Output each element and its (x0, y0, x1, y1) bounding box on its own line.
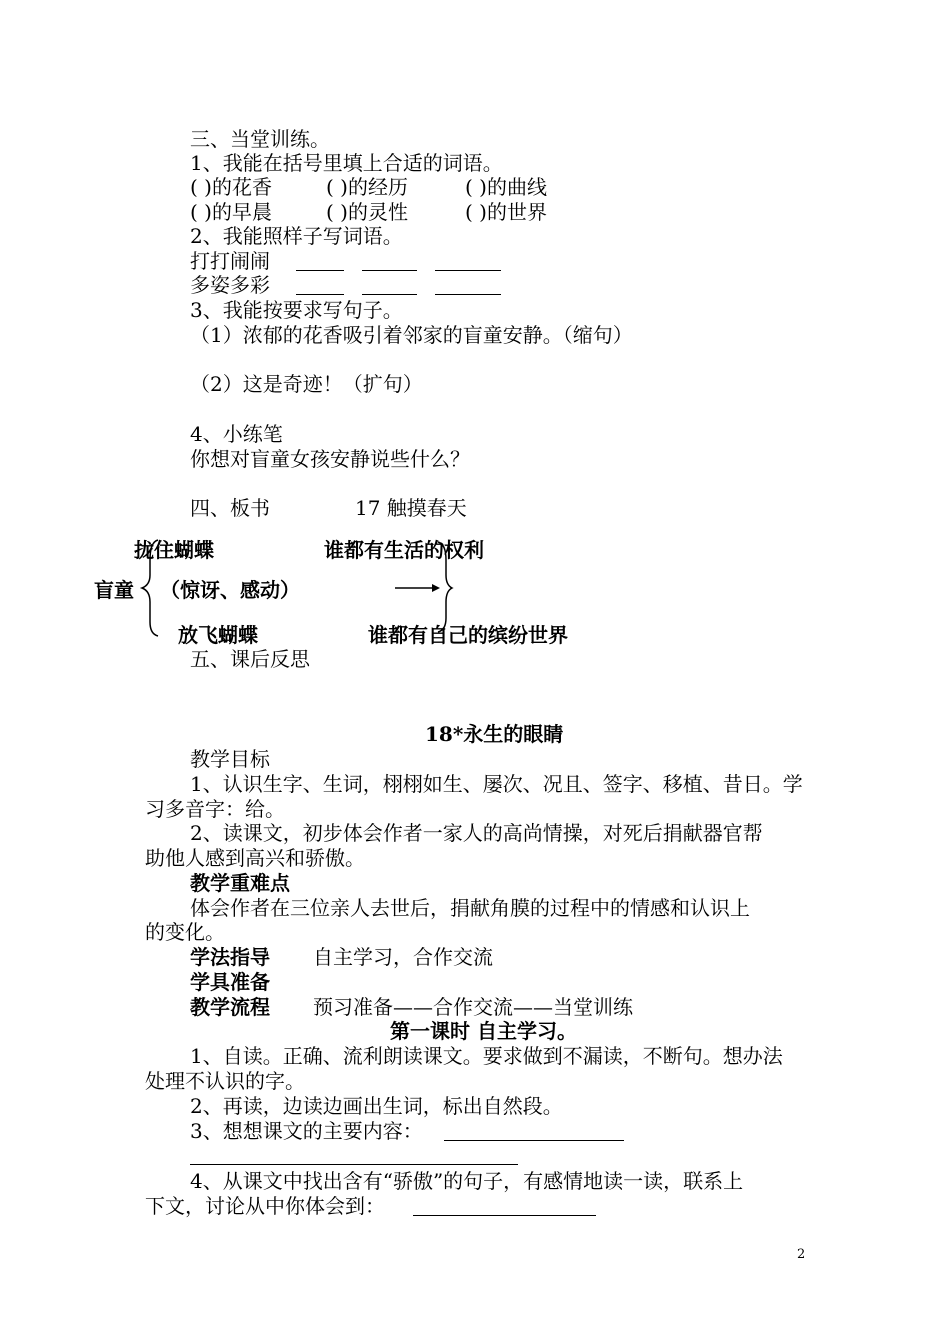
sentence-task-1: （1）浓郁的花香吸引着邻家的盲童安静。（缩句） (190, 323, 633, 347)
board-left-mid: 盲童 (94, 578, 134, 602)
question-4: 4、小练笔 (190, 422, 283, 446)
goal-2-line-1: 2、读课文，初步体会作者一家人的高尚情操，对死后捐献器官帮 (190, 821, 763, 845)
step-2: 2、再读，边读边画出生词，标出自然段。 (190, 1094, 563, 1118)
writing-prompt: 你想对盲童女孩安静说些什么？ (190, 447, 470, 471)
board-left-top: 拢住蝴蝶 (134, 538, 214, 562)
period-title: 第一课时 自主学习。 (390, 1019, 577, 1043)
answer-blank[interactable] (296, 276, 344, 295)
example-word-1: 打打闹闹 (190, 249, 270, 273)
board-left-note: （惊讶、感动） (160, 578, 300, 602)
goal-1-line-2: 习多音字：给。 (145, 797, 285, 821)
question-1: 1、我能在括号里填上合适的词语。 (190, 151, 503, 175)
page-number: 2 (797, 1247, 806, 1262)
fill-item: ( )的世界 (465, 200, 547, 224)
step-4-line-2: 下文，讨论从中你体会到： (145, 1194, 385, 1218)
fill-item: ( )的经历 (326, 175, 408, 199)
board-lesson-title: 17 触摸春天 (355, 496, 467, 520)
section5-title: 五、课后反思 (190, 647, 310, 671)
lesson-title: 18*永生的眼睛 (425, 722, 564, 746)
fill-item: ( )的曲线 (465, 175, 547, 199)
key-points-label: 教学重难点 (190, 871, 290, 895)
board-right-bottom: 谁都有自己的缤纷世界 (368, 623, 568, 647)
sentence-task-2: （2）这是奇迹！（扩句） (190, 372, 423, 396)
tools-label: 学具准备 (190, 970, 270, 994)
goal-2-line-2: 助他人感到高兴和骄傲。 (145, 846, 365, 870)
key-points-line-1: 体会作者在三位亲人去世后，捐献角膜的过程中的情感和认识上 (190, 896, 750, 920)
answer-blank[interactable] (444, 1122, 624, 1141)
goal-1-line-1: 1、认识生字、生词，栩栩如生、屡次、况且、签字、移植、昔日。学 (190, 772, 803, 796)
answer-blank[interactable] (362, 252, 417, 271)
method-label: 学法指导 (190, 945, 270, 969)
example-word-2: 多姿多彩 (190, 273, 270, 297)
flow-text: 预习准备——合作交流——当堂训练 (313, 995, 633, 1019)
fill-item: ( )的早晨 (190, 200, 272, 224)
section3-title: 三、当堂训练。 (190, 127, 330, 151)
key-points-line-2: 的变化。 (145, 920, 225, 944)
arrow-head (432, 584, 440, 592)
board-right-top: 谁都有生活的权利 (324, 538, 484, 562)
blackboard-diagram (0, 530, 950, 670)
flow-label: 教学流程 (190, 995, 270, 1019)
step-1-line-2: 处理不认识的字。 (145, 1069, 305, 1093)
answer-blank[interactable] (190, 1146, 518, 1165)
fill-item: ( )的灵性 (326, 200, 408, 224)
question-2: 2、我能照样子写词语。 (190, 224, 403, 248)
board-left-bottom: 放飞蝴蝶 (178, 623, 258, 647)
answer-blank[interactable] (362, 276, 417, 295)
goals-label: 教学目标 (190, 747, 270, 771)
step-1-line-1: 1、自读。正确、流利朗读课文。要求做到不漏读，不断句。想办法 (190, 1044, 783, 1068)
section4-title: 四、板书 (190, 496, 270, 520)
fill-item: ( )的花香 (190, 175, 272, 199)
answer-blank[interactable] (296, 252, 344, 271)
question-3: 3、我能按要求写句子。 (190, 298, 403, 322)
step-4-line-1: 4、从课文中找出含有“骄傲”的句子，有感情地读一读，联系上 (190, 1169, 744, 1193)
step-3: 3、想想课文的主要内容： (190, 1119, 423, 1143)
answer-blank[interactable] (435, 276, 501, 295)
answer-blank[interactable] (435, 252, 501, 271)
answer-blank[interactable] (413, 1197, 596, 1216)
method-text: 自主学习，合作交流 (313, 945, 493, 969)
